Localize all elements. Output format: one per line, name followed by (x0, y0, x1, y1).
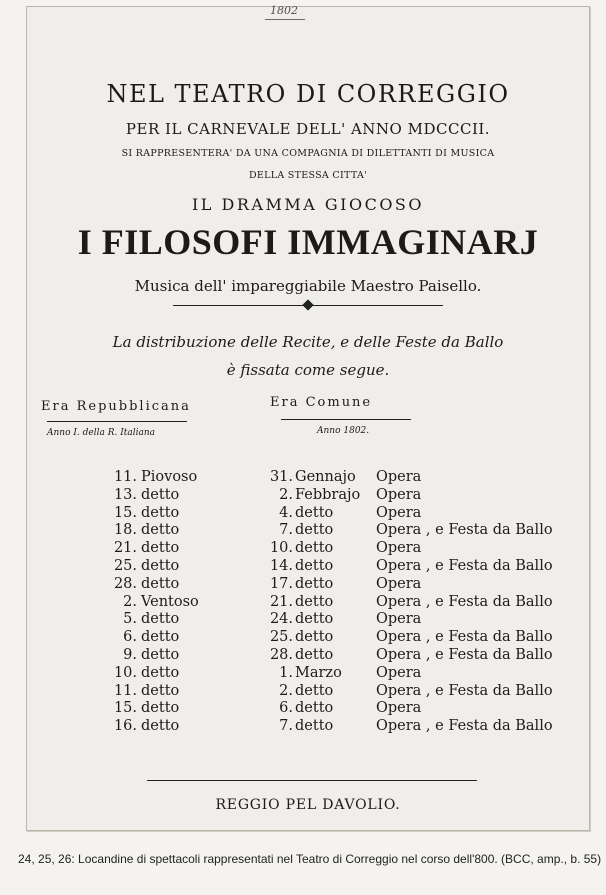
event: Opera (376, 575, 422, 592)
poster-sheet (26, 6, 590, 831)
com-day: 7. (279, 522, 293, 539)
com-day: 6. (279, 700, 293, 717)
rep-month: detto (141, 611, 180, 628)
event: Opera , e Festa da Ballo (376, 593, 553, 610)
title-line1: NEL TEATRO DI CORREGGIO (106, 80, 510, 108)
rep-day: 18. (113, 522, 137, 539)
col-left-header: Era Repubblicana (41, 399, 191, 414)
col-right-header: Era Comune (270, 395, 373, 410)
event: Opera , e Festa da Ballo (376, 522, 553, 539)
rep-day: 21. (113, 540, 137, 557)
schedule-row (27, 594, 589, 612)
schedule-row (27, 469, 589, 487)
event: Opera (376, 700, 422, 717)
com-month: detto (295, 557, 334, 574)
rep-day: 10. (113, 664, 137, 681)
schedule-row (27, 611, 589, 629)
rep-month: detto (141, 522, 180, 539)
col-left-sub: Anno I. della R. Italiana (47, 428, 156, 438)
title-line5: IL DRAMMA GIOCOSO (191, 195, 425, 214)
com-month: detto (295, 629, 334, 646)
event: Opera (376, 540, 422, 557)
rep-day: 5. (123, 611, 137, 628)
com-day: 17. (269, 575, 293, 592)
com-month: detto (295, 504, 334, 521)
rep-day: 2. (123, 593, 137, 610)
rep-month: detto (141, 504, 180, 521)
com-day: 21. (269, 593, 293, 610)
event: Opera , e Festa da Ballo (376, 646, 553, 663)
rep-month: detto (141, 700, 180, 717)
rep-month: detto (141, 575, 180, 592)
main-title: I FILOSOFI IMMAGINARJ (77, 222, 539, 262)
handwritten-underline (265, 19, 305, 20)
com-day: 1. (279, 664, 293, 681)
com-day: 4. (279, 504, 293, 521)
schedule-row (27, 522, 589, 540)
com-month: detto (295, 718, 334, 735)
handwritten-year: 1802 (270, 4, 298, 17)
title-line3: SI RAPPRESENTERA' DA UNA COMPAGNIA DI DILETTANTI DI MUSICA (121, 148, 495, 159)
event: Opera , e Festa da Ballo (376, 718, 553, 735)
distribution-line2: è fissata come segue. (226, 361, 390, 379)
rep-day: 15. (113, 700, 137, 717)
com-day: 7. (279, 718, 293, 735)
title-line4: DELLA STESSA CITTA' (248, 170, 368, 181)
com-month: detto (295, 575, 334, 592)
event: Opera , e Festa da Ballo (376, 557, 553, 574)
rep-day: 28. (113, 575, 137, 592)
col-right-sub: Anno 1802. (317, 426, 370, 436)
col-right-rule (281, 419, 411, 420)
com-month: detto (295, 700, 334, 717)
rep-month: Piovoso (141, 469, 198, 485)
col-left-rule (47, 421, 187, 422)
rep-month: detto (141, 664, 180, 681)
event: Opera , e Festa da Ballo (376, 629, 553, 646)
distribution-line1: La distribuzione delle Recite, e delle Feste da Ballo (112, 333, 504, 351)
com-month: detto (295, 611, 334, 628)
figure-caption: 24, 25, 26: Locandine di spettacoli rappresentati nel Teatro di Correggio nel corso dell'800. (BCC, amp., b. 55) (18, 852, 602, 866)
schedule-row (27, 558, 589, 576)
com-month: Marzo (295, 664, 342, 681)
com-month: detto (295, 540, 334, 557)
rep-month: Ventoso (141, 593, 199, 610)
rep-month: detto (141, 557, 180, 574)
schedule-row (27, 700, 589, 718)
rep-month: detto (141, 486, 180, 503)
event: Opera (376, 486, 422, 503)
schedule-row (27, 487, 589, 505)
schedule-row (27, 683, 589, 701)
event: Opera (376, 664, 422, 681)
rep-month: detto (141, 629, 180, 646)
rep-month: detto (141, 540, 180, 557)
title-line2: PER IL CARNEVALE DELL' ANNO MDCCCII. (125, 120, 491, 138)
rep-day: 6. (123, 629, 137, 646)
rep-month: detto (141, 646, 180, 663)
schedule-table (27, 469, 589, 736)
rep-day: 9. (123, 646, 137, 663)
schedule-row (27, 718, 589, 736)
rep-month: detto (141, 682, 180, 699)
event: Opera (376, 469, 422, 485)
com-day: 2. (279, 682, 293, 699)
com-month: Febbrajo (295, 486, 361, 503)
com-day: 28. (269, 646, 293, 663)
schedule-row (27, 647, 589, 665)
com-month: detto (295, 522, 334, 539)
schedule-row (27, 629, 589, 647)
event: Opera (376, 611, 422, 628)
schedule-row (27, 576, 589, 594)
com-day: 31. (269, 469, 293, 485)
com-day: 10. (269, 540, 293, 557)
rep-day: 15. (113, 504, 137, 521)
rep-day: 13. (113, 486, 137, 503)
com-day: 25. (269, 629, 293, 646)
rep-day: 16. (113, 718, 137, 735)
com-day: 14. (269, 557, 293, 574)
com-day: 2. (279, 486, 293, 503)
com-month: detto (295, 593, 334, 610)
rep-day: 11. (113, 682, 137, 699)
event: Opera , e Festa da Ballo (376, 682, 553, 699)
com-month: detto (295, 682, 334, 699)
schedule-row (27, 505, 589, 523)
bottom-rule (147, 780, 477, 781)
rep-day: 11. (113, 469, 137, 485)
rep-month: detto (141, 718, 180, 735)
composer-line: Musica dell' impareggiabile Maestro Paisello. (134, 277, 482, 295)
com-month: detto (295, 646, 334, 663)
com-month: Gennajo (295, 469, 356, 485)
ornament-diamond (302, 299, 313, 310)
com-day: 24. (269, 611, 293, 628)
schedule-row (27, 540, 589, 558)
event: Opera (376, 504, 422, 521)
printer-line: REGGIO PEL DAVOLIO. (215, 797, 401, 813)
rep-day: 25. (113, 557, 137, 574)
schedule-row (27, 665, 589, 683)
